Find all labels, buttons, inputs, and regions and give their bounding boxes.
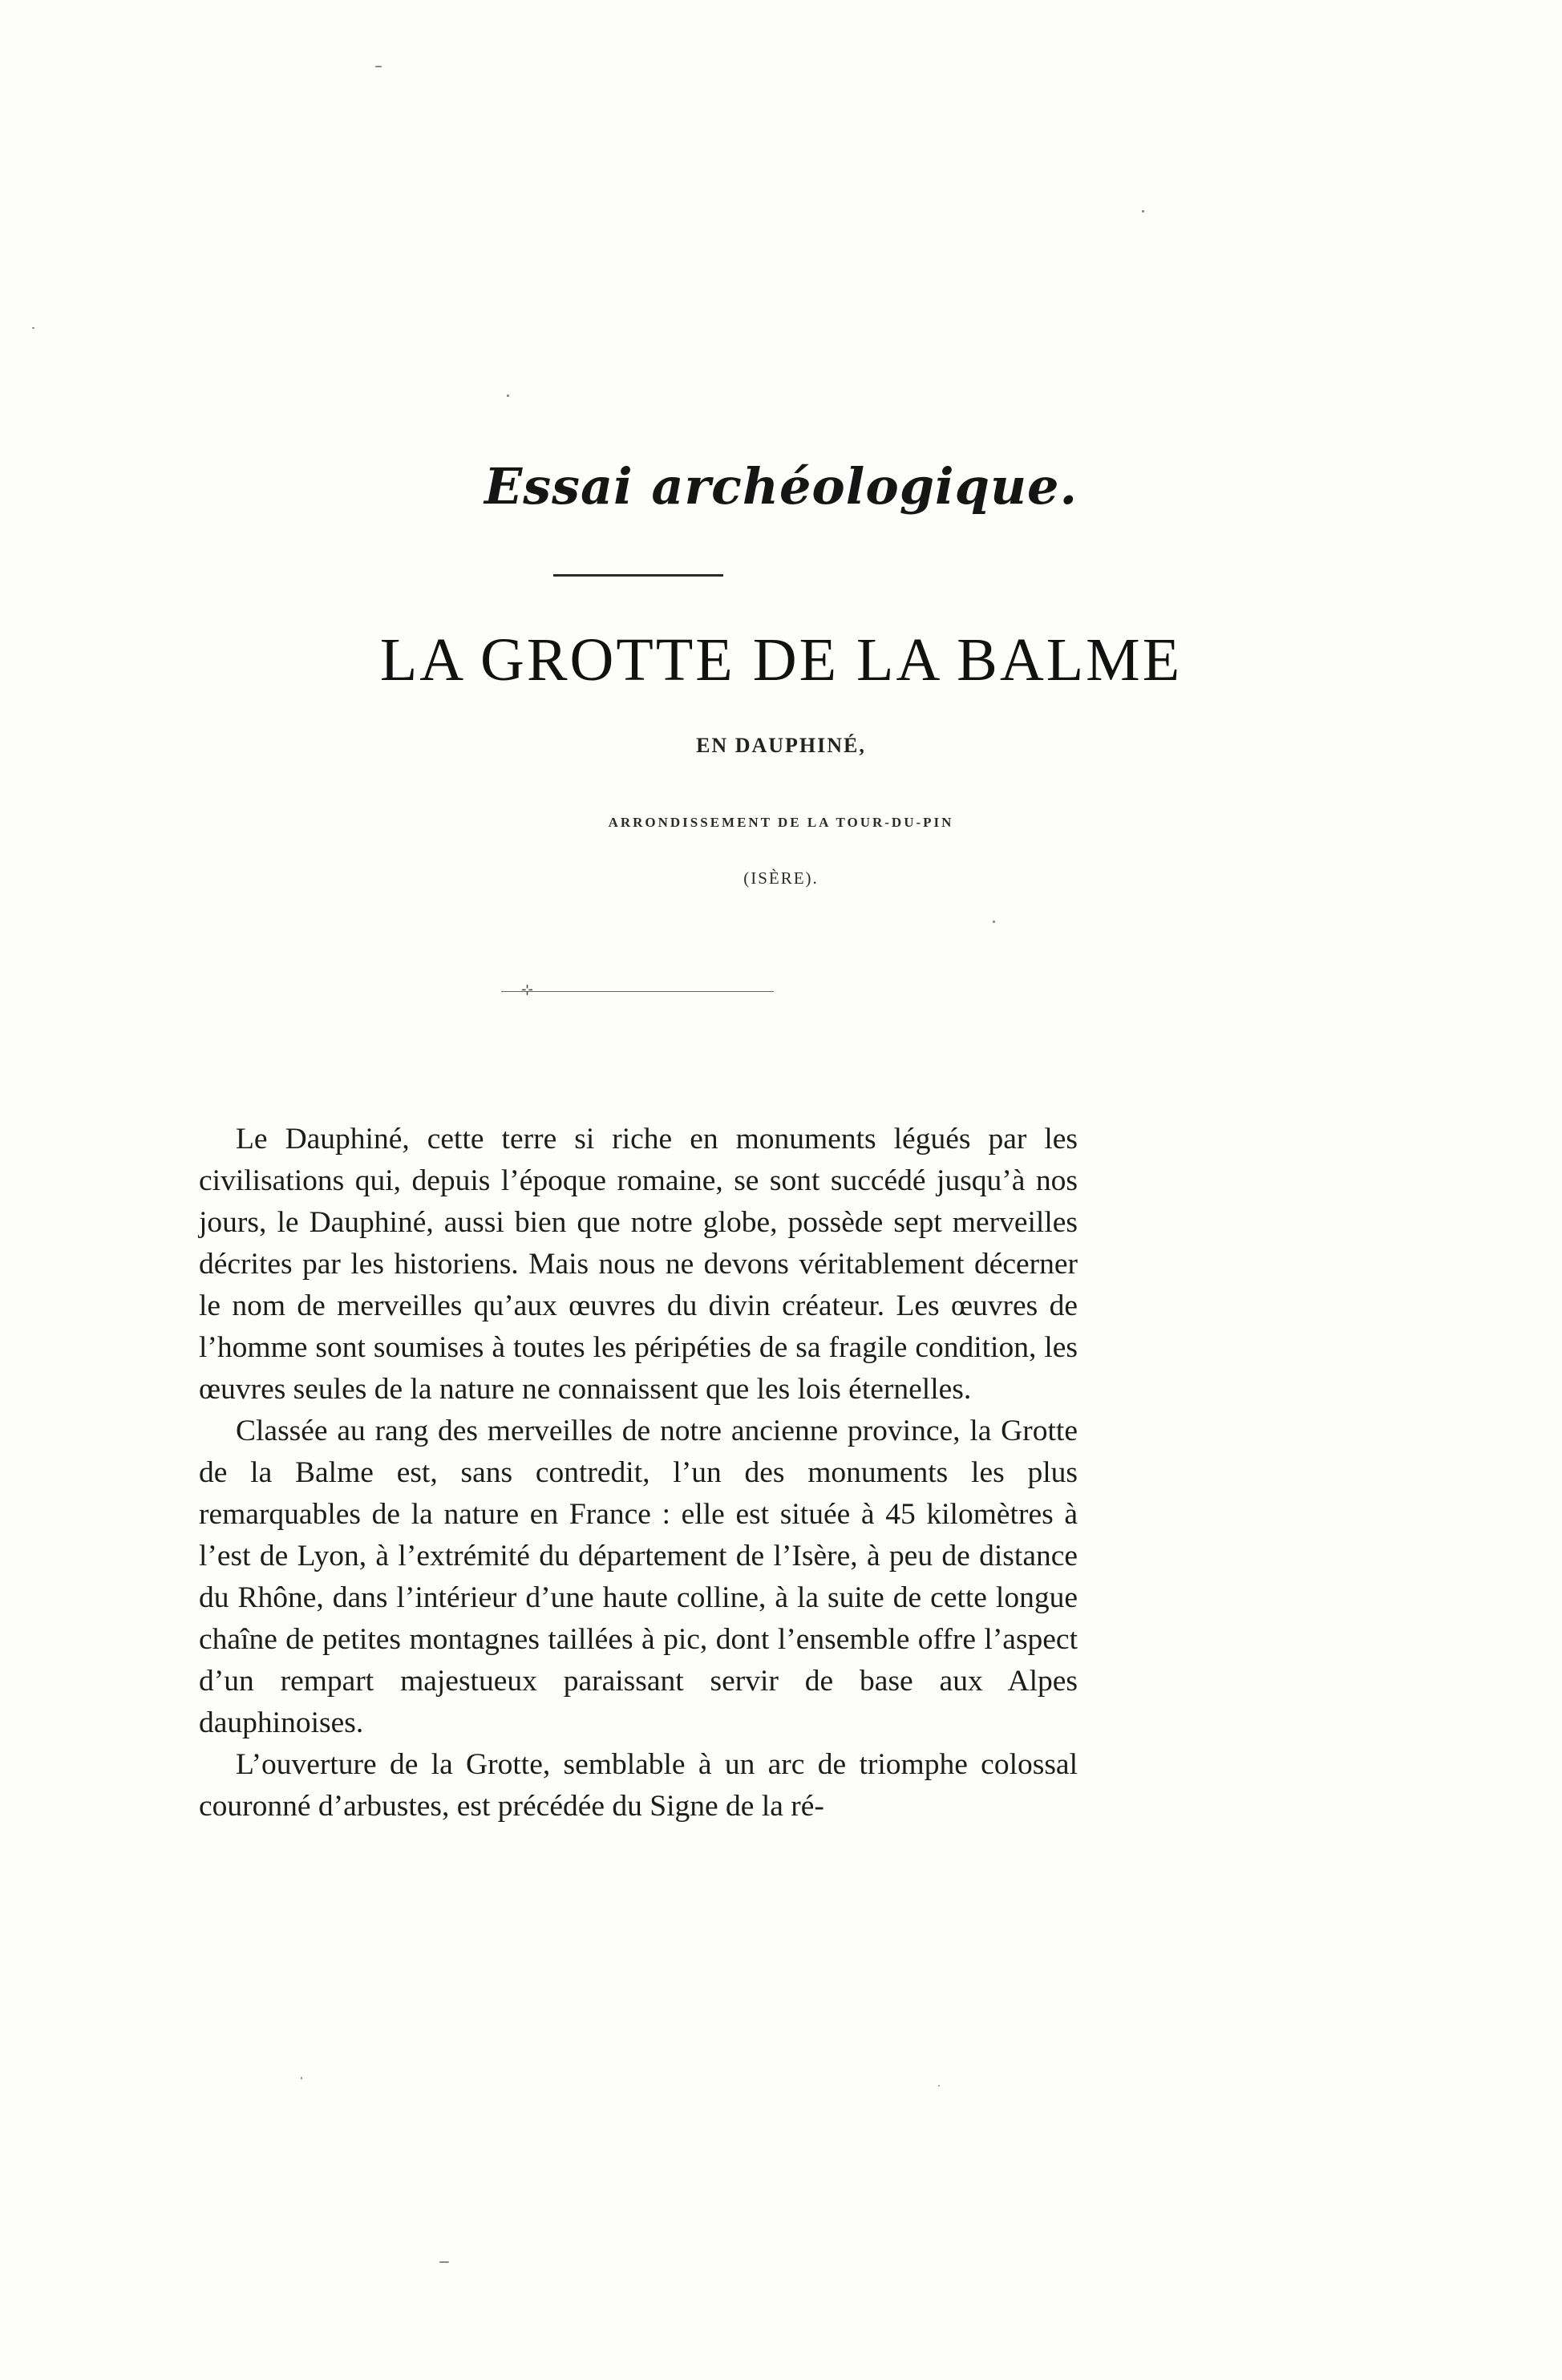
speck [32,327,34,329]
speck [375,66,382,67]
speck [938,2085,940,2087]
paragraph: Classée au rang des merveilles de notre ancienne province, la Grotte de la Balme est, sans contredit, l’un des monuments les plus remarquables de la nature en France : elle est située à 45 kilomètres à l’est de Lyon, à l’extrémité du département de l’Isère, à peu de distance du Rhône, dans l’intérieur d’une haute colline, à la suite de cette longue chaîne de petites montagnes taillées à pic, dont l’ensemble offre l’aspect d’un rempart majestueux paraissant servir de base aux Alpes dauphinoises. [199,1415,1078,1739]
heading-rule [553,574,723,577]
gothic-heading: Essai archéologique. [484,457,1078,516]
speck [993,921,995,923]
ornamental-divider [501,991,774,992]
speck [507,395,509,397]
paragraph: L’ouverture de la Grotte, semblable à un arc de triomphe colossal couronné d’arbustes, est précédée du Signe de la ré- [199,1748,1078,1823]
divider-ornament-icon: ⊹ [521,982,534,998]
body-text [199,1119,1078,1828]
speck [301,2077,302,2079]
paragraph: Le Dauphiné, cette terre si riche en monuments légués par les civilisations qui, depuis l’époque romaine, se sont succédé jusqu’à nos jours, le Dauphiné, aussi bien que notre globe, possède sept merveilles décrites par les historiens. Mais nous ne devons véritablement décerner le nom de merveilles qu’aux œuvres du divin créateur. Les œuvres de l’homme sont soumises à toutes les péripéties de sa fragile condition, les œuvres seules de la nature ne connaissent que les lois éternelles. [199,1123,1078,1406]
subtitle-region: EN DAUPHINÉ, [696,734,866,757]
speck [1142,210,1144,212]
main-title: LA GROTTE DE LA BALME [379,626,1183,694]
subtitle-department: (ISÈRE). [743,868,819,888]
subtitle-arrondissement: ARRONDISSEMENT DE LA TOUR-DU-PIN [608,815,954,830]
speck [439,2261,449,2263]
